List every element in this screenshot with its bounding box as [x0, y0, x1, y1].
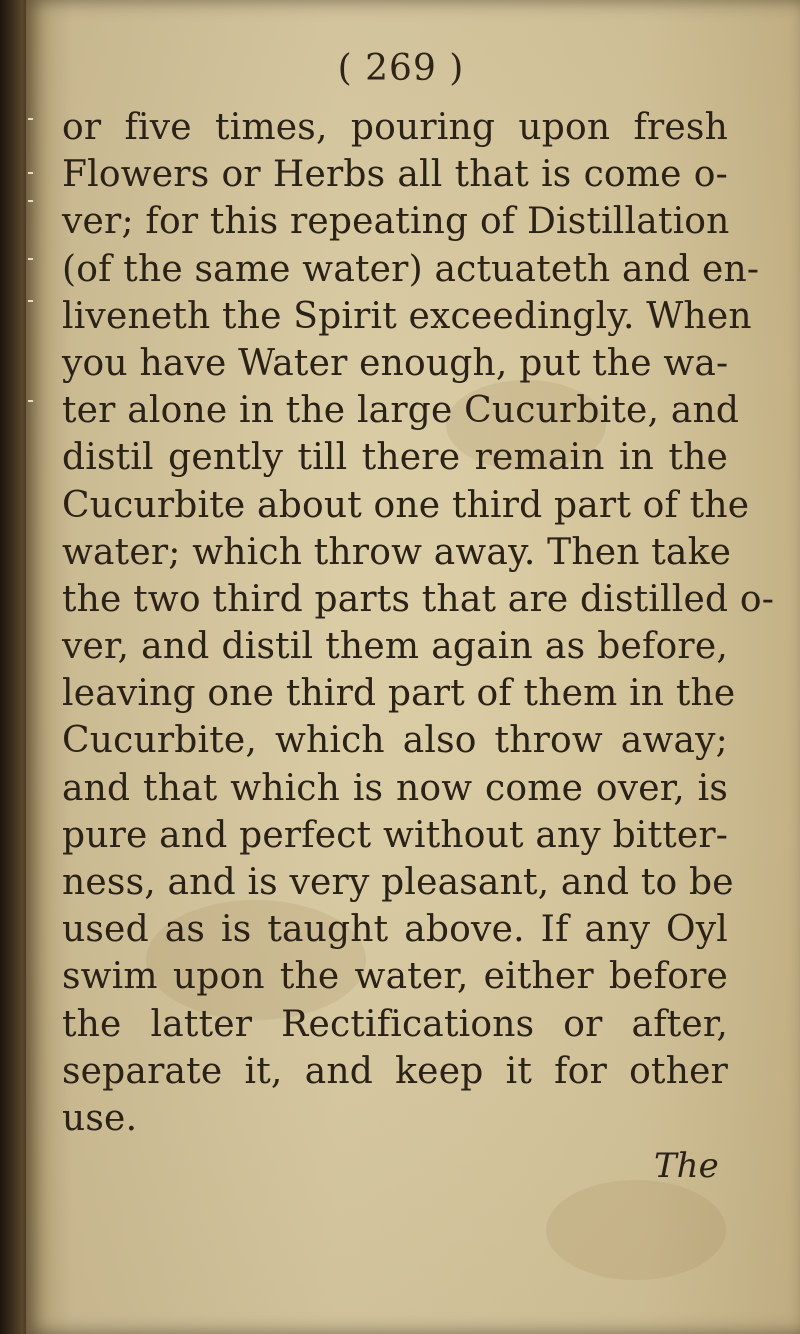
text-line: ver, and distil them again as before, — [62, 626, 728, 668]
page-number: ( 269 ) — [337, 48, 465, 89]
text-line: (of the same water) actuateth and en- — [62, 248, 760, 290]
text-line: or five times, pouring upon fresh — [62, 107, 728, 148]
text-line: the latter Rectifications or after, — [62, 1003, 728, 1045]
text-line: leaving one third part of them in the — [62, 673, 736, 715]
text-line: swim upon the water, either before — [62, 956, 728, 998]
text-line: ver; for this repeating of Distillation — [62, 201, 730, 243]
text-line: separate it, and keep it for other — [62, 1050, 728, 1092]
text-line: ter alone in the large Cucurbite, and — [62, 390, 740, 432]
body-text — [62, 104, 775, 1142]
text-line: Flowers or Herbs all that is come o- — [62, 154, 728, 196]
book-page — [26, 0, 800, 1334]
text-line: you have Water enough, put the wa- — [62, 342, 729, 384]
text-line: distil gently till there remain in the — [62, 437, 728, 479]
text-line: use. — [62, 1097, 138, 1139]
page-edge-marks — [26, 0, 36, 1334]
text-line: and that which is now come over, is — [62, 767, 728, 809]
catchword: The — [654, 1146, 719, 1186]
text-line: liveneth the Spirit exceedingly. When — [62, 295, 752, 337]
text-line: pure and perfect without any bitter- — [62, 814, 729, 856]
text-line: ness, and is very pleasant, and to be — [62, 862, 734, 903]
text-line: water; which throw away. Then take — [62, 531, 732, 573]
foxing-stain — [546, 1180, 726, 1280]
text-line: the two third parts that are distilled o- — [62, 578, 775, 620]
text-line: Cucurbite about one third part of the — [62, 484, 750, 526]
text-line: used as is taught above. If any Oyl — [62, 909, 728, 951]
text-line: Cucurbite, which also throw away; — [62, 720, 728, 762]
show-through-text — [66, 1065, 726, 1103]
